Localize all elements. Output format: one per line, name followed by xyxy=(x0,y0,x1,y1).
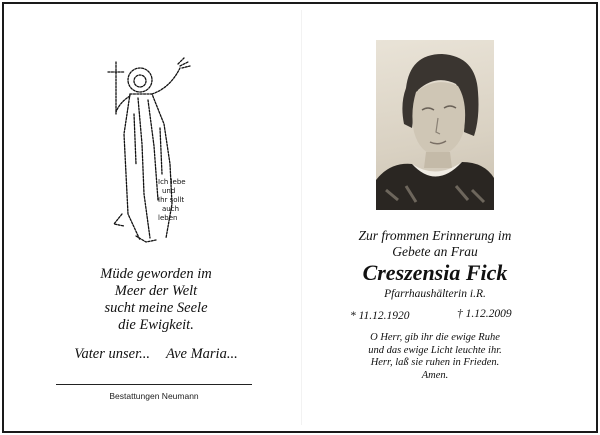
signature-rule xyxy=(56,384,252,385)
blessing-line: Herr, laß sie ruhen in Frieden. xyxy=(370,357,500,368)
poem-line: Meer der Welt xyxy=(114,283,198,299)
deceased-name: Creszensia Fick xyxy=(362,260,508,285)
prayer-line xyxy=(56,346,256,363)
prayer-our-father: Vater unser... xyxy=(74,346,151,362)
card-fold-line xyxy=(301,10,302,425)
inscription-line-2: und xyxy=(162,187,176,195)
portrait-photo xyxy=(376,40,494,210)
deceased-occupation: Pfarrhaushälterin i.R. xyxy=(384,288,486,300)
undertaker-name: Bestattungen Neumann xyxy=(109,391,199,401)
blessing-prayer xyxy=(340,332,530,382)
blessing-line: O Herr, gib ihr die ewige Ruhe xyxy=(370,332,500,343)
risen-christ-illustration xyxy=(100,54,212,246)
death-date: † 1.12.2009 xyxy=(457,308,512,320)
poem-line: die Ewigkeit. xyxy=(118,317,194,333)
inscription-line-3: Ihr sollt xyxy=(158,196,185,204)
poem-line: Müde geworden im xyxy=(100,266,212,282)
birth-date: * 11.12.1920 xyxy=(350,310,410,322)
dedication-line: Zur frommen Erinnerung im xyxy=(358,228,512,243)
memorial-card xyxy=(2,2,598,433)
dedication-line: Gebete an Frau xyxy=(392,244,478,259)
blessing-line: und das ewige Licht leuchte ihr. xyxy=(368,344,502,356)
dedication xyxy=(340,228,530,260)
blessing-line: Amen. xyxy=(421,369,449,381)
inscription-line-1: Ich lebe xyxy=(158,178,186,186)
inscription-line-4: auch xyxy=(162,205,180,213)
prayer-hail-mary: Ave Maria... xyxy=(166,346,238,362)
inscription-line-5: leben xyxy=(158,214,178,222)
poem-line: sucht meine Seele xyxy=(104,300,208,316)
poem xyxy=(56,266,256,334)
